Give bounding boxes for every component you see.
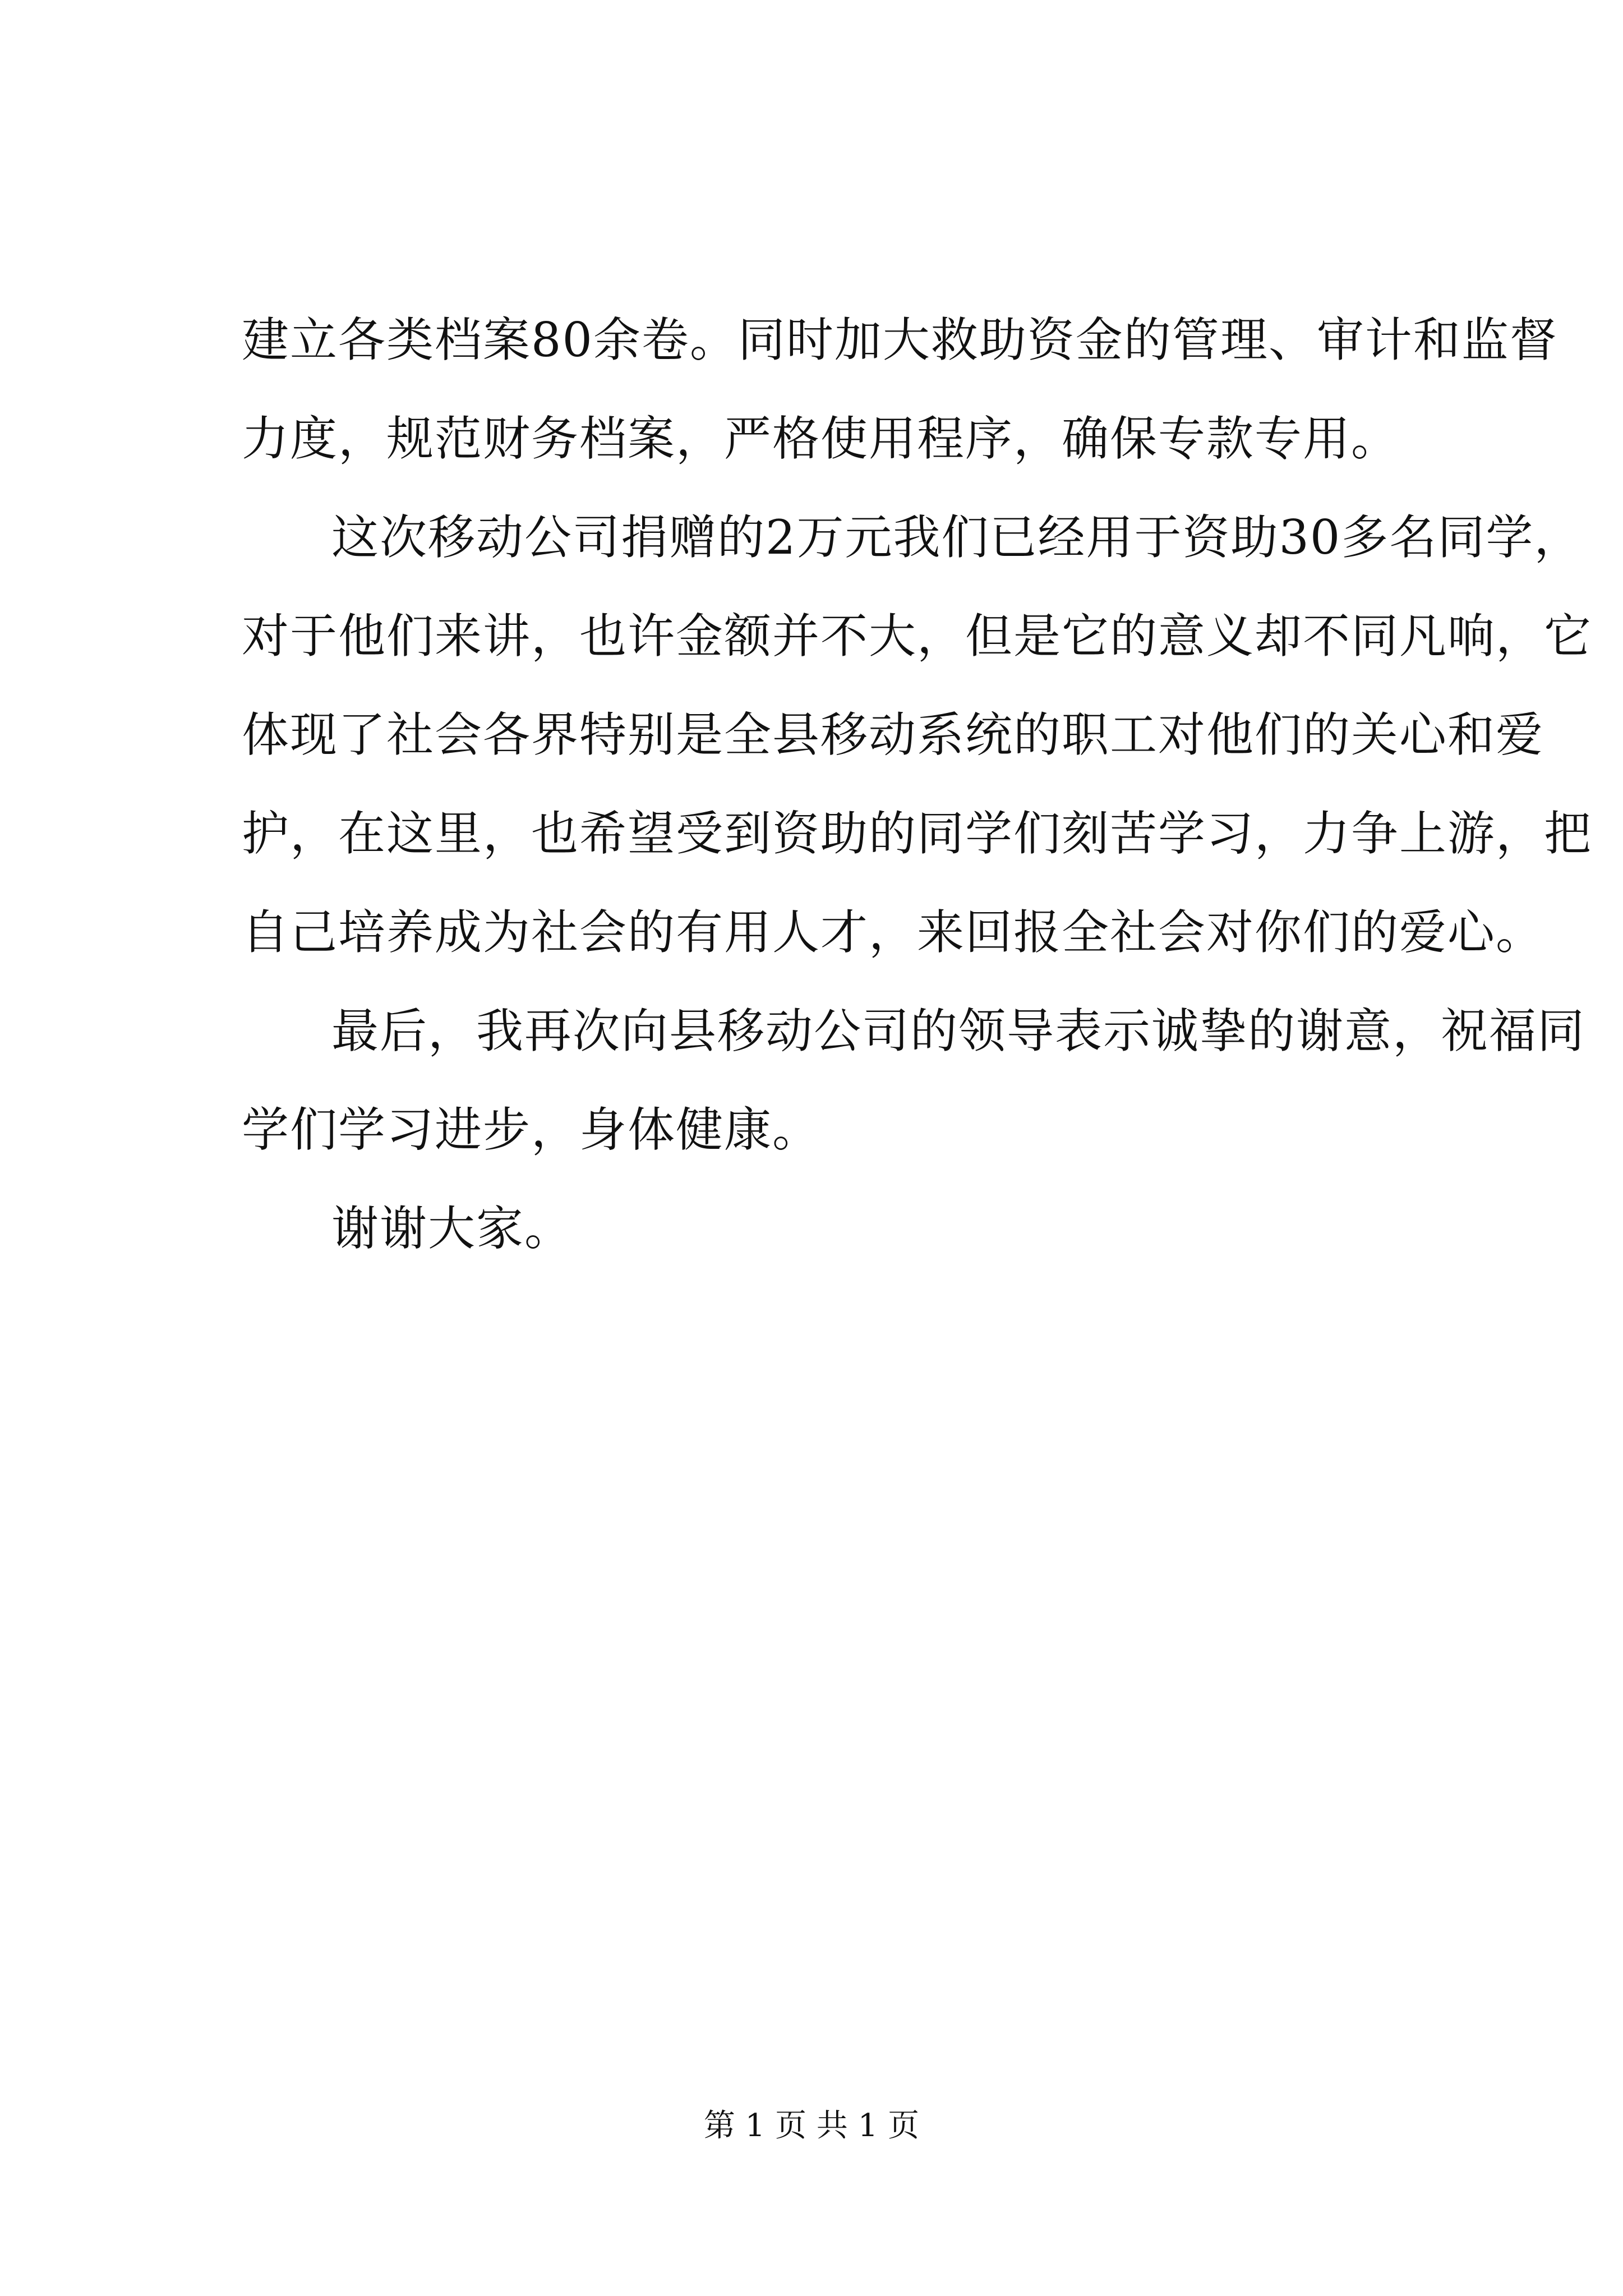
paragraph-line: 护，在这里，也希望受到资助的同学们刻苦学习，力争上游，把	[242, 806, 1593, 861]
paragraph-line: 最后，我再次向县移动公司的领导表示诚挚的谢意，祝福同	[331, 1004, 1586, 1059]
paragraph-line: 自己培养成为社会的有用人才，来回报全社会对你们的爱心。	[242, 905, 1544, 960]
paragraph-line: 建立各类档案80余卷。同时加大救助资金的管理、审计和监督	[242, 312, 1558, 367]
document-body	[242, 291, 1593, 1278]
paragraph-line: 力度，规范财务档案，严格使用程序，确保专款专用。	[242, 411, 1400, 466]
page-footer: 第 1 页 共 1 页	[703, 2108, 920, 2144]
closing-line: 谢谢大家。	[331, 1201, 573, 1256]
paragraph-line: 对于他们来讲，也许金额并不大，但是它的意义却不同凡响，它	[242, 609, 1593, 664]
paragraph-line: 体现了社会各界特别是全县移动系统的职工对他们的关心和爱	[242, 707, 1544, 762]
paragraph-line: 学们学习进步，身体健康。	[242, 1102, 821, 1157]
paragraph-line: 这次移动公司捐赠的2万元我们已经用于资助30多名同学，	[331, 510, 1583, 565]
